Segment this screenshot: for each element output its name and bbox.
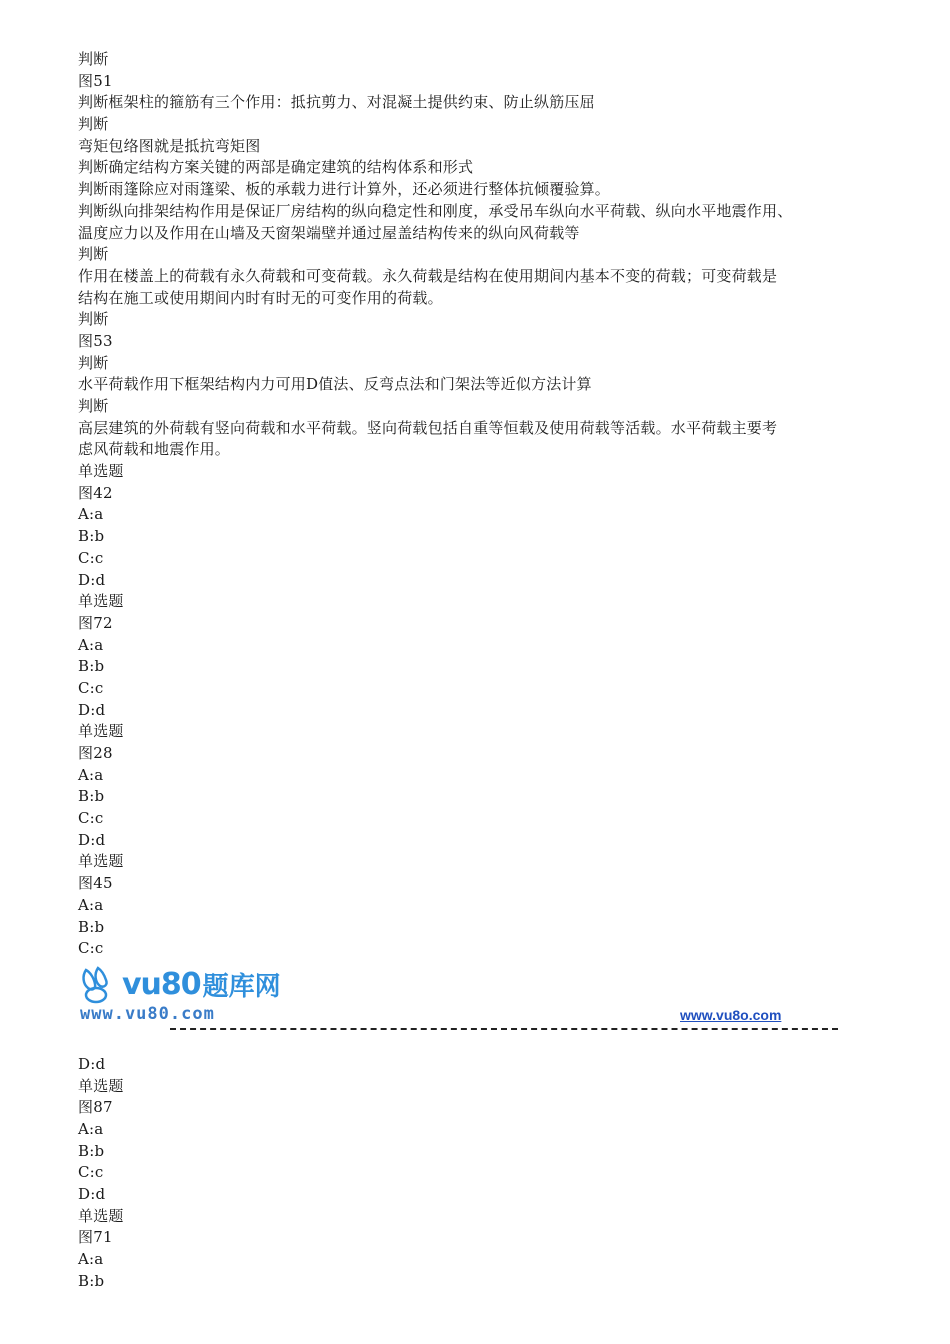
text-line: C:c <box>78 939 104 958</box>
text-line: 图42 <box>78 483 113 502</box>
logo-vu-text: vu80 <box>122 967 201 1003</box>
text-line: 弯矩包络图就是抵抗弯矩图 <box>78 136 261 155</box>
text-line: D:d <box>78 1054 106 1073</box>
vu80-logo <box>78 966 298 1032</box>
text-line: C:c <box>78 678 104 697</box>
logo-mark <box>78 966 281 1004</box>
text-line: C:c <box>78 1163 104 1182</box>
text-line: 判断 <box>78 397 109 415</box>
text-line: 判断 <box>78 353 109 372</box>
text-line: 水平荷载作用下框架结构内力可用D值法、反弯点法和门架法等近似方法计算 <box>78 375 592 394</box>
text-line: 判断雨篷除应对雨篷梁、板的承载力进行计算外，还必须进行整体抗倾覆验算。 <box>78 180 611 199</box>
text-line: D:d <box>78 570 106 589</box>
logo-cn-text: 题库网 <box>202 972 281 1003</box>
text-line: B:b <box>78 787 105 806</box>
site-link[interactable]: www.vu8o.com <box>680 1006 782 1023</box>
text-line: 图72 <box>78 613 113 632</box>
text-line: B:b <box>78 1271 105 1290</box>
text-line: 判断纵向排架结构作用是保证厂房结构的纵向稳定性和刚度，承受吊车纵向水平荷载、纵向水平地震作用、 <box>78 201 793 220</box>
text-line: B:b <box>78 917 105 936</box>
text-line: B:b <box>78 657 105 676</box>
content-bottom <box>78 1054 898 1293</box>
text-line: 单选题 <box>78 722 124 741</box>
text-line: 判断 <box>78 50 109 68</box>
text-line: 图71 <box>78 1228 113 1247</box>
text-line: 判断确定结构方案关键的两部是确定建筑的结构体系和形式 <box>78 158 474 177</box>
dashed-divider <box>170 1028 838 1030</box>
text-line: 作用在楼盖上的荷载有永久荷载和可变荷载。永久荷载是结构在使用期间内基本不变的荷载；可变荷载是 <box>78 266 778 285</box>
text-line: 图51 <box>78 71 113 90</box>
text-line: A:a <box>78 1250 104 1269</box>
text-line: 判断框架柱的箍筋有三个作用：抵抗剪力、对混凝土提供约束、防止纵筋压屈 <box>78 93 595 112</box>
text-line: A:a <box>78 765 104 784</box>
text-line: D:d <box>78 830 106 849</box>
text-line: 图53 <box>78 331 113 350</box>
text-line: A:a <box>78 505 104 524</box>
text-line: 单选题 <box>78 592 124 611</box>
text-line: 判断 <box>78 245 109 264</box>
text-line: 图28 <box>78 744 113 762</box>
text-line: D:d <box>78 1185 106 1203</box>
text-line: B:b <box>78 527 105 546</box>
text-line: 图45 <box>78 874 113 893</box>
text-line: C:c <box>78 548 104 567</box>
text-line: 判断 <box>78 115 109 134</box>
text-line: A:a <box>78 895 104 914</box>
text-line: B:b <box>78 1141 105 1160</box>
page-footer-watermark <box>78 960 898 1054</box>
text-line: 结构在施工或使用期间内时有时无的可变作用的荷载。 <box>78 288 443 307</box>
text-line: 温度应力以及作用在山墙及天窗架端壁并通过屋盖结构传来的纵向风荷载等 <box>78 223 580 242</box>
text-line: C:c <box>78 809 104 828</box>
text-line: 判断 <box>78 310 109 329</box>
text-line: 虑风荷载和地震作用。 <box>78 440 231 459</box>
text-line: 图87 <box>78 1098 113 1117</box>
content-top <box>78 49 898 960</box>
text-line: 单选题 <box>78 1076 124 1095</box>
text-line: A:a <box>78 635 104 654</box>
text-line: 高层建筑的外荷载有竖向荷载和水平荷载。竖向荷载包括自重等恒载及使用荷载等活载。水平荷载主要考 <box>78 418 778 437</box>
bunny-icon <box>78 966 122 1004</box>
document-page <box>78 49 898 1292</box>
text-line: 单选题 <box>78 462 124 481</box>
text-line: 单选题 <box>78 1206 124 1225</box>
text-line: D:d <box>78 700 106 719</box>
text-line: A:a <box>78 1119 104 1138</box>
text-line: 单选题 <box>78 852 124 871</box>
logo-url-text: www.vu80.com <box>80 1003 215 1024</box>
